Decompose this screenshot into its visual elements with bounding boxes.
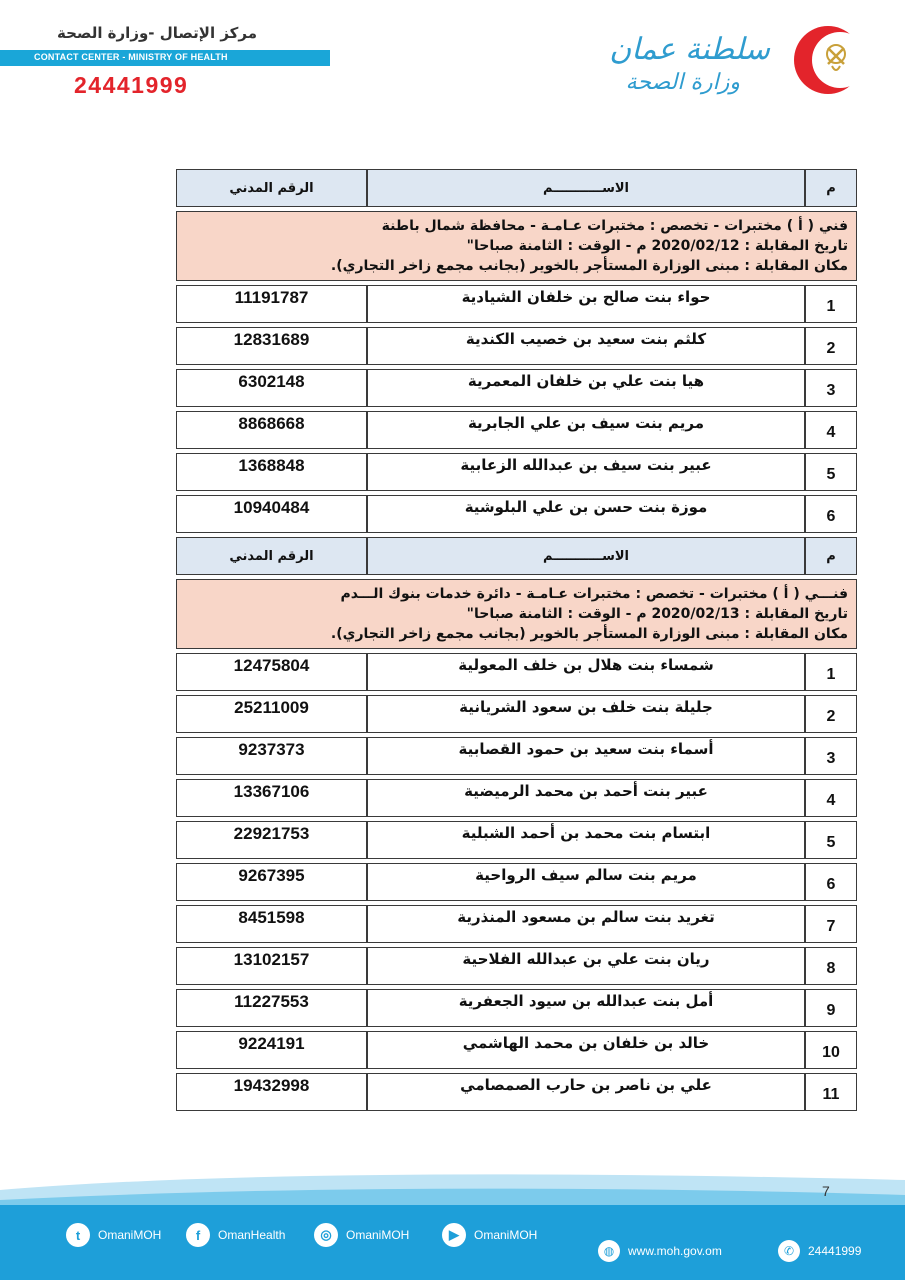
row-civil-id-text: 13102157: [233, 950, 310, 969]
row-number-text: 1: [826, 666, 836, 683]
row-name: [367, 737, 805, 775]
row-number-text: 2: [826, 708, 836, 725]
row-name: [367, 653, 805, 691]
section-info-line3: مكان المقابلة : مبنى الوزارة المستأجر بالخوير (بجانب مجمع زاخر التجاري).: [330, 626, 848, 642]
table-row: [176, 369, 857, 407]
table-row: [176, 285, 857, 323]
row-name: [367, 821, 805, 859]
row-name: [367, 695, 805, 733]
row-number-text: 3: [826, 750, 836, 767]
header-civil-id: [176, 537, 367, 575]
social-instagram-label: OmaniMOH: [346, 1228, 410, 1242]
row-civil-id: [176, 653, 367, 691]
row-number-text: 7: [826, 918, 836, 935]
row-civil-id-text: 8868668: [238, 414, 305, 433]
table-row: [176, 989, 857, 1027]
globe-icon: ◍: [598, 1240, 620, 1262]
social-facebook[interactable]: [186, 1223, 285, 1247]
row-civil-id-text: 8451598: [238, 908, 305, 927]
table-row: [176, 653, 857, 691]
header-name-text: الاســـــــــــم: [543, 548, 629, 564]
section-info-line3: مكان المقابلة : مبنى الوزارة المستأجر بالخوير (بجانب مجمع زاخر التجاري).: [330, 258, 848, 274]
row-number-text: 9: [826, 1002, 836, 1019]
row-civil-id: [176, 989, 367, 1027]
row-name-text: علي بن ناصر بن حارب الصمصامي: [460, 1076, 712, 1094]
logo-text-ministry: وزارة الصحة: [625, 70, 740, 95]
row-number: [805, 863, 857, 901]
header-m-text: م: [826, 548, 836, 564]
social-facebook-label: OmanHealth: [218, 1228, 286, 1242]
row-civil-id: [176, 495, 367, 533]
website-link[interactable]: [598, 1240, 722, 1262]
header-civil-id-text: الرقم المدني: [229, 180, 314, 196]
table-row: [176, 453, 857, 491]
row-name-text: هيا بنت علي بن خلفان المعمرية: [467, 372, 705, 390]
row-civil-id-text: 25211009: [234, 698, 309, 717]
row-civil-id: [176, 863, 367, 901]
row-name-text: أسماء بنت سعيد بن حمود القصابية: [458, 740, 714, 758]
row-number-text: 10: [822, 1044, 840, 1061]
row-name: [367, 285, 805, 323]
row-name: [367, 989, 805, 1027]
ministry-logo: [590, 18, 880, 108]
row-number: [805, 1031, 857, 1069]
row-name: [367, 369, 805, 407]
row-civil-id: [176, 285, 367, 323]
row-civil-id-text: 11191787: [234, 288, 309, 307]
footer-phone-label: 24441999: [808, 1244, 862, 1258]
row-name-text: عبير بنت أحمد بن محمد الرميضية: [464, 782, 708, 800]
table-row: [176, 1073, 857, 1111]
row-number-text: 5: [826, 834, 836, 851]
row-civil-id: [176, 695, 367, 733]
crescent-emblem-icon: [788, 20, 868, 100]
section-info-line2: تاريخ المقابلة : 2020/02/12 م - الوقت : الثامنة صباحا": [466, 238, 848, 254]
row-number-text: 6: [826, 508, 836, 525]
social-instagram[interactable]: [314, 1223, 409, 1247]
header-name: [367, 537, 805, 575]
table-row: [176, 411, 857, 449]
table-row: [176, 1031, 857, 1069]
row-civil-id-text: 1368848: [238, 456, 305, 475]
row-name: [367, 947, 805, 985]
social-twitter-label: OmaniMOH: [98, 1228, 162, 1242]
row-number-text: 6: [826, 876, 836, 893]
row-name: [367, 327, 805, 365]
table-row: [176, 821, 857, 859]
row-number: [805, 695, 857, 733]
social-youtube[interactable]: [442, 1223, 537, 1247]
contact-center-phone: 24441999: [74, 72, 189, 98]
row-civil-id: [176, 821, 367, 859]
logo-text-oman: سلطنة عمان: [609, 32, 770, 67]
row-number-text: 4: [826, 424, 836, 441]
section-info-line1: فنـــي ( أ ) مختبرات - تخصص : مختبرات عـامـة - دائرة خدمات بنوك الـــدم: [340, 586, 848, 602]
facebook-icon: f: [186, 1223, 210, 1247]
row-name-text: شمساء بنت هلال بن خلف المعولية: [458, 656, 714, 674]
header-civil-id-text: الرقم المدني: [229, 548, 314, 564]
section-info: [176, 211, 857, 281]
row-number-text: 4: [826, 792, 836, 809]
row-civil-id-text: 9224191: [238, 1034, 305, 1053]
row-number: [805, 779, 857, 817]
section-info: [176, 579, 857, 649]
row-number-text: 2: [826, 340, 836, 357]
table-row: [176, 947, 857, 985]
row-civil-id: [176, 779, 367, 817]
row-name-text: أمل بنت عبدالله بن سيود الجعفرية: [458, 992, 714, 1010]
row-civil-id: [176, 1073, 367, 1111]
row-number-text: 3: [826, 382, 836, 399]
row-name-text: خالد بن خلفان بن محمد الهاشمي: [462, 1034, 710, 1052]
row-name: [367, 453, 805, 491]
table-row: [176, 905, 857, 943]
row-number-text: 11: [822, 1086, 840, 1103]
row-number: [805, 327, 857, 365]
row-civil-id-text: 9237373: [238, 740, 305, 759]
row-civil-id: [176, 327, 367, 365]
row-name: [367, 1031, 805, 1069]
row-name: [367, 779, 805, 817]
row-name-text: مريم بنت سالم سيف الرواحية: [475, 866, 697, 884]
header-m-text: م: [826, 180, 836, 196]
row-civil-id-text: 9267395: [238, 866, 305, 885]
row-civil-id-text: 12831689: [233, 330, 310, 349]
row-name-text: ريان بنت علي بن عبدالله الفلاحية: [462, 950, 710, 968]
row-civil-id-text: 10940484: [233, 498, 310, 517]
row-civil-id: [176, 453, 367, 491]
youtube-icon: ▶: [442, 1223, 466, 1247]
row-name: [367, 905, 805, 943]
header-civil-id: [176, 169, 367, 207]
row-number: [805, 905, 857, 943]
row-number: [805, 369, 857, 407]
table-row: [176, 495, 857, 533]
row-civil-id: [176, 905, 367, 943]
row-civil-id-text: 11227553: [234, 992, 309, 1011]
table-row: [176, 863, 857, 901]
row-name: [367, 863, 805, 901]
instagram-icon: ◎: [314, 1223, 338, 1247]
contact-center-title-en: CONTACT CENTER - MINISTRY OF HEALTH: [34, 52, 228, 62]
table-header-row: [176, 169, 857, 207]
section-info-row: [176, 579, 857, 649]
page-number: 7: [822, 1183, 830, 1199]
row-civil-id: [176, 411, 367, 449]
candidates-table: [176, 165, 857, 1115]
contact-center-title-ar: مركز الإتصال -وزارة الصحة: [57, 24, 257, 42]
footer-phone: [778, 1240, 861, 1262]
row-name: [367, 1073, 805, 1111]
table-row: [176, 327, 857, 365]
row-name-text: عبير بنت سيف بن عبدالله الزعابية: [460, 456, 712, 474]
row-name-text: ابتسام بنت محمد بن أحمد الشبلية: [461, 824, 711, 842]
social-twitter[interactable]: [66, 1223, 161, 1247]
row-name: [367, 495, 805, 533]
row-number: [805, 495, 857, 533]
header-name-text: الاســـــــــــم: [543, 180, 629, 196]
row-civil-id-text: 22921753: [233, 824, 310, 843]
row-number-text: 5: [826, 466, 836, 483]
row-civil-id-text: 12475804: [233, 656, 310, 675]
row-name-text: حواء بنت صالح بن خلفان الشيادية: [461, 288, 711, 306]
row-number-text: 8: [826, 960, 836, 977]
row-number: [805, 411, 857, 449]
row-number: [805, 285, 857, 323]
row-number: [805, 989, 857, 1027]
row-number: [805, 947, 857, 985]
table-row: [176, 737, 857, 775]
table-row: [176, 779, 857, 817]
row-name: [367, 411, 805, 449]
row-name-text: تغريد بنت سالم بن مسعود المنذرية: [457, 908, 715, 926]
row-civil-id-text: 13367106: [233, 782, 310, 801]
row-name-text: مريم بنت سيف بن علي الجابرية: [467, 414, 705, 432]
row-name-text: موزة بنت حسن بن علي البلوشية: [464, 498, 708, 516]
footer-wave-decoration: [0, 1160, 905, 1210]
row-civil-id-text: 19432998: [233, 1076, 310, 1095]
row-civil-id: [176, 369, 367, 407]
row-civil-id: [176, 737, 367, 775]
table-header-row: [176, 537, 857, 575]
section-info-row: [176, 211, 857, 281]
row-number: [805, 737, 857, 775]
row-civil-id-text: 6302148: [238, 372, 305, 391]
section-info-line2: تاريخ المقابلة : 2020/02/13 م - الوقت : الثامنة صباحا": [466, 606, 848, 622]
row-number: [805, 453, 857, 491]
row-name-text: جليلة بنت خلف بن سعود الشريانية: [459, 698, 713, 716]
row-name-text: كلثم بنت سعيد بن خصيب الكندية: [465, 330, 707, 348]
social-youtube-label: OmaniMOH: [474, 1228, 538, 1242]
header-name: [367, 169, 805, 207]
row-number-text: 1: [826, 298, 836, 315]
header-m: [805, 537, 857, 575]
section-info-line1: فني ( أ ) مختبرات - تخصص : مختبرات عـامـة - محافظة شمال باطنة: [381, 218, 848, 234]
phone-icon: ✆: [778, 1240, 800, 1262]
twitter-icon: t: [66, 1223, 90, 1247]
website-label: www.moh.gov.om: [628, 1244, 722, 1258]
row-number: [805, 653, 857, 691]
row-number: [805, 1073, 857, 1111]
row-number: [805, 821, 857, 859]
table-row: [176, 695, 857, 733]
row-civil-id: [176, 947, 367, 985]
header-m: [805, 169, 857, 207]
row-civil-id: [176, 1031, 367, 1069]
